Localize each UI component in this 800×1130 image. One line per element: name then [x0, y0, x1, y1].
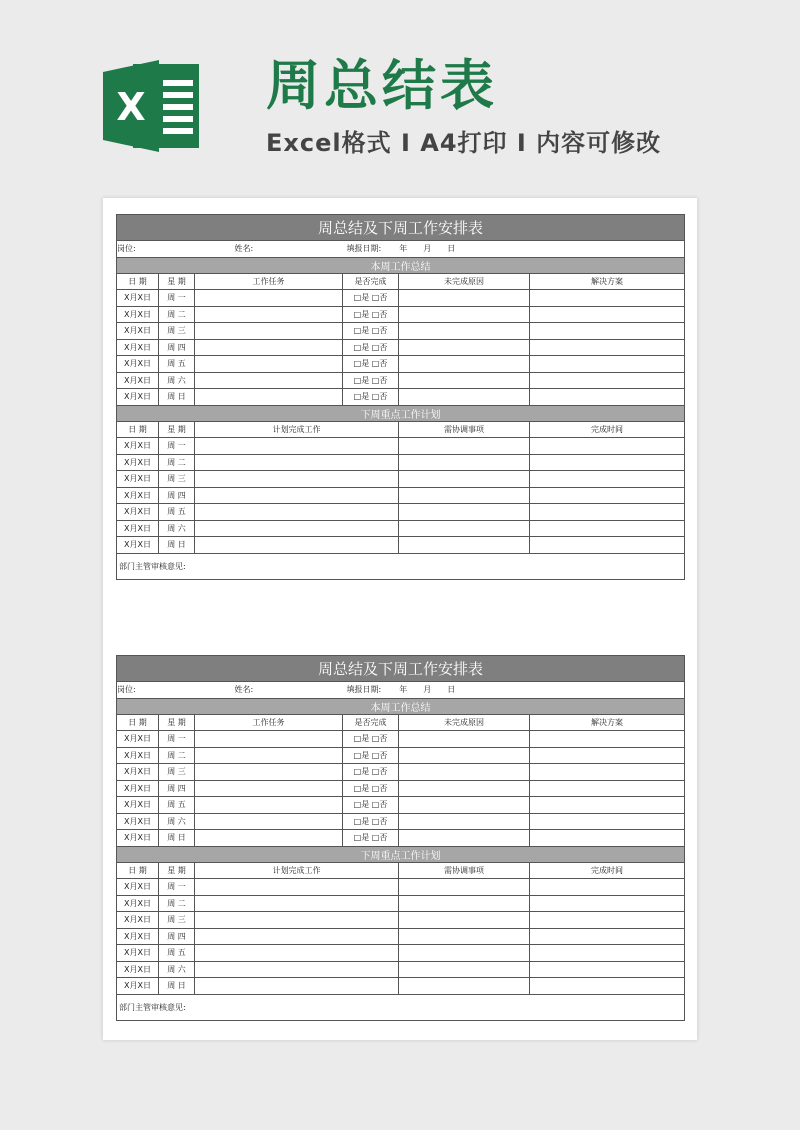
solution-cell[interactable] [530, 290, 685, 307]
column-header: 需协调事项 [399, 862, 530, 879]
solution-cell[interactable] [530, 323, 685, 340]
reason-cell[interactable] [399, 813, 530, 830]
weekday-cell: 周 五 [159, 504, 195, 521]
task-cell[interactable] [195, 780, 343, 797]
column-header: 日 期 [117, 862, 159, 879]
coordination-cell[interactable] [399, 961, 530, 978]
table-row [117, 879, 685, 896]
plan-cell[interactable] [195, 961, 399, 978]
reason-cell[interactable] [399, 356, 530, 373]
weekday-cell: 周 一 [159, 731, 195, 748]
table-row [117, 537, 685, 554]
weekday-cell: 周 三 [159, 764, 195, 781]
weekday-cell: 周 日 [159, 537, 195, 554]
date-cell[interactable]: X月X日 [117, 961, 159, 978]
weekday-cell: 周 四 [159, 928, 195, 945]
position-label: 岗位: [117, 682, 195, 699]
plan-cell[interactable] [195, 520, 399, 537]
paper-sheet [103, 198, 697, 1040]
finish-time-cell[interactable] [530, 879, 685, 896]
solution-cell[interactable] [530, 764, 685, 781]
done-checkbox-cell[interactable]: □是 □否 [343, 323, 399, 340]
name-label: 姓名: [195, 682, 343, 699]
date-cell[interactable]: X月X日 [117, 323, 159, 340]
date-cell[interactable]: X月X日 [117, 945, 159, 962]
date-cell[interactable]: X月X日 [117, 339, 159, 356]
review-cell[interactable]: 部门主管审核意见: [117, 553, 685, 579]
finish-time-cell[interactable] [530, 978, 685, 995]
date-cell[interactable]: X月X日 [117, 306, 159, 323]
task-cell[interactable] [195, 306, 343, 323]
reason-cell[interactable] [399, 372, 530, 389]
form-sheet [116, 214, 684, 580]
finish-time-cell[interactable] [530, 504, 685, 521]
coordination-cell[interactable] [399, 471, 530, 488]
coordination-cell[interactable] [399, 537, 530, 554]
coordination-cell[interactable] [399, 895, 530, 912]
coordination-cell[interactable] [399, 504, 530, 521]
weekday-cell: 周 一 [159, 879, 195, 896]
weekday-cell: 周 五 [159, 945, 195, 962]
date-cell[interactable]: X月X日 [117, 372, 159, 389]
date-cell[interactable]: X月X日 [117, 389, 159, 406]
section-this-week: 本周工作总结 [117, 257, 685, 273]
coordination-cell[interactable] [399, 454, 530, 471]
table-row [117, 487, 685, 504]
finish-time-cell[interactable] [530, 895, 685, 912]
table-row [117, 928, 685, 945]
weekday-cell: 周 六 [159, 961, 195, 978]
plan-cell[interactable] [195, 912, 399, 929]
solution-cell[interactable] [530, 306, 685, 323]
date-cell[interactable]: X月X日 [117, 487, 159, 504]
date-cell[interactable]: X月X日 [117, 356, 159, 373]
finish-time-cell[interactable] [530, 471, 685, 488]
weekday-cell: 周 二 [159, 454, 195, 471]
column-header: 日 期 [117, 421, 159, 438]
date-label: 填报日期: 年 月 日 [343, 241, 685, 258]
weekday-cell: 周 四 [159, 339, 195, 356]
weekday-cell: 周 三 [159, 912, 195, 929]
date-cell[interactable]: X月X日 [117, 537, 159, 554]
solution-cell[interactable] [530, 389, 685, 406]
date-cell[interactable]: X月X日 [117, 912, 159, 929]
plan-cell[interactable] [195, 879, 399, 896]
solution-cell[interactable] [530, 372, 685, 389]
done-checkbox-cell[interactable]: □是 □否 [343, 830, 399, 847]
task-cell[interactable] [195, 323, 343, 340]
done-checkbox-cell[interactable]: □是 □否 [343, 764, 399, 781]
date-cell[interactable]: X月X日 [117, 290, 159, 307]
finish-time-cell[interactable] [530, 961, 685, 978]
done-checkbox-cell[interactable]: □是 □否 [343, 747, 399, 764]
column-header: 需协调事项 [399, 421, 530, 438]
solution-cell[interactable] [530, 747, 685, 764]
finish-time-cell[interactable] [530, 438, 685, 455]
finish-time-cell[interactable] [530, 520, 685, 537]
column-header: 星 期 [159, 273, 195, 290]
plan-cell[interactable] [195, 978, 399, 995]
weekday-cell: 周 二 [159, 306, 195, 323]
table-row [117, 339, 685, 356]
done-checkbox-cell[interactable]: □是 □否 [343, 780, 399, 797]
reason-cell[interactable] [399, 830, 530, 847]
date-cell[interactable]: X月X日 [117, 895, 159, 912]
done-checkbox-cell[interactable]: □是 □否 [343, 339, 399, 356]
weekday-cell: 周 二 [159, 747, 195, 764]
section-this-week: 本周工作总结 [117, 698, 685, 714]
coordination-cell[interactable] [399, 879, 530, 896]
logo-letter: X [116, 85, 146, 129]
finish-time-cell[interactable] [530, 537, 685, 554]
table-row [117, 945, 685, 962]
weekday-cell: 周 一 [159, 290, 195, 307]
page-subtitle: Excel格式 I A4打印 I 内容可修改 [266, 129, 662, 157]
table-row [117, 961, 685, 978]
date-cell[interactable]: X月X日 [117, 454, 159, 471]
column-header: 日 期 [117, 714, 159, 731]
plan-cell[interactable] [195, 487, 399, 504]
coordination-cell[interactable] [399, 978, 530, 995]
column-header: 解决方案 [530, 714, 685, 731]
coordination-cell[interactable] [399, 520, 530, 537]
column-header: 星 期 [159, 714, 195, 731]
reason-cell[interactable] [399, 306, 530, 323]
reason-cell[interactable] [399, 797, 530, 814]
done-checkbox-cell[interactable]: □是 □否 [343, 731, 399, 748]
column-header: 工作任务 [195, 273, 343, 290]
table-row [117, 895, 685, 912]
table-row [117, 323, 685, 340]
weekday-cell: 周 六 [159, 372, 195, 389]
review-cell[interactable]: 部门主管审核意见: [117, 994, 685, 1020]
reason-cell[interactable] [399, 747, 530, 764]
table-row [117, 356, 685, 373]
done-checkbox-cell[interactable]: □是 □否 [343, 797, 399, 814]
table-row [117, 290, 685, 307]
task-cell[interactable] [195, 356, 343, 373]
weekday-cell: 周 六 [159, 813, 195, 830]
coordination-cell[interactable] [399, 438, 530, 455]
weekday-cell: 周 三 [159, 323, 195, 340]
table-row [117, 471, 685, 488]
solution-cell[interactable] [530, 356, 685, 373]
date-cell[interactable]: X月X日 [117, 830, 159, 847]
section-next-week: 下周重点工作计划 [117, 846, 685, 862]
weekday-cell: 周 日 [159, 830, 195, 847]
plan-cell[interactable] [195, 438, 399, 455]
column-header: 工作任务 [195, 714, 343, 731]
task-cell[interactable] [195, 813, 343, 830]
table-header-row [117, 714, 685, 731]
form-table [116, 655, 685, 1021]
reason-cell[interactable] [399, 389, 530, 406]
reason-cell[interactable] [399, 764, 530, 781]
date-label: 填报日期: 年 月 日 [343, 682, 685, 699]
date-cell[interactable]: X月X日 [117, 978, 159, 995]
column-header: 完成时间 [530, 862, 685, 879]
done-checkbox-cell[interactable]: □是 □否 [343, 290, 399, 307]
coordination-cell[interactable] [399, 928, 530, 945]
weekday-cell: 周 三 [159, 471, 195, 488]
page-title: 周总结表 [266, 54, 498, 117]
table-row [117, 372, 685, 389]
table-row [117, 813, 685, 830]
form-sheet [116, 655, 684, 1021]
plan-cell[interactable] [195, 454, 399, 471]
column-header: 完成时间 [530, 421, 685, 438]
column-header: 星 期 [159, 421, 195, 438]
finish-time-cell[interactable] [530, 487, 685, 504]
form-caption: 周总结及下周工作安排表 [117, 656, 685, 682]
done-checkbox-cell[interactable]: □是 □否 [343, 372, 399, 389]
reason-cell[interactable] [399, 290, 530, 307]
table-row [117, 797, 685, 814]
weekday-cell: 周 五 [159, 356, 195, 373]
table-header-row [117, 862, 685, 879]
date-cell[interactable]: X月X日 [117, 520, 159, 537]
date-cell[interactable]: X月X日 [117, 438, 159, 455]
plan-cell[interactable] [195, 471, 399, 488]
column-header: 星 期 [159, 862, 195, 879]
solution-cell[interactable] [530, 797, 685, 814]
table-row [117, 978, 685, 995]
date-cell[interactable]: X月X日 [117, 879, 159, 896]
weekday-cell: 周 六 [159, 520, 195, 537]
solution-cell[interactable] [530, 813, 685, 830]
table-row [117, 520, 685, 537]
weekday-cell: 周 五 [159, 797, 195, 814]
weekday-cell: 周 四 [159, 487, 195, 504]
weekday-cell: 周 一 [159, 438, 195, 455]
date-cell[interactable]: X月X日 [117, 780, 159, 797]
done-checkbox-cell[interactable]: □是 □否 [343, 813, 399, 830]
table-row [117, 438, 685, 455]
column-header: 计划完成工作 [195, 862, 399, 879]
task-cell[interactable] [195, 389, 343, 406]
name-label: 姓名: [195, 241, 343, 258]
coordination-cell[interactable] [399, 487, 530, 504]
table-row [117, 830, 685, 847]
done-checkbox-cell[interactable]: □是 □否 [343, 389, 399, 406]
finish-time-cell[interactable] [530, 945, 685, 962]
solution-cell[interactable] [530, 830, 685, 847]
column-header: 是否完成 [343, 714, 399, 731]
table-row [117, 780, 685, 797]
reason-cell[interactable] [399, 780, 530, 797]
date-cell[interactable]: X月X日 [117, 747, 159, 764]
date-cell[interactable]: X月X日 [117, 764, 159, 781]
weekday-cell: 周 二 [159, 895, 195, 912]
solution-cell[interactable] [530, 780, 685, 797]
weekday-cell: 周 日 [159, 978, 195, 995]
column-header: 未完成原因 [399, 273, 530, 290]
table-row [117, 764, 685, 781]
column-header: 是否完成 [343, 273, 399, 290]
column-header: 计划完成工作 [195, 421, 399, 438]
done-checkbox-cell[interactable]: □是 □否 [343, 356, 399, 373]
section-next-week: 下周重点工作计划 [117, 405, 685, 421]
banner [0, 0, 800, 200]
table-row [117, 747, 685, 764]
table-row [117, 454, 685, 471]
task-cell[interactable] [195, 797, 343, 814]
form-caption: 周总结及下周工作安排表 [117, 215, 685, 241]
plan-cell[interactable] [195, 504, 399, 521]
table-row [117, 306, 685, 323]
date-cell[interactable]: X月X日 [117, 928, 159, 945]
excel-icon [103, 58, 201, 154]
coordination-cell[interactable] [399, 945, 530, 962]
finish-time-cell[interactable] [530, 928, 685, 945]
table-row [117, 731, 685, 748]
solution-cell[interactable] [530, 731, 685, 748]
plan-cell[interactable] [195, 945, 399, 962]
date-cell[interactable]: X月X日 [117, 813, 159, 830]
position-label: 岗位: [117, 241, 195, 258]
date-cell[interactable]: X月X日 [117, 797, 159, 814]
finish-time-cell[interactable] [530, 912, 685, 929]
solution-cell[interactable] [530, 339, 685, 356]
weekday-cell: 周 四 [159, 780, 195, 797]
table-header-row [117, 273, 685, 290]
table-row [117, 912, 685, 929]
done-checkbox-cell[interactable]: □是 □否 [343, 306, 399, 323]
form-table [116, 214, 685, 580]
task-cell[interactable] [195, 731, 343, 748]
reason-cell[interactable] [399, 339, 530, 356]
reason-cell[interactable] [399, 731, 530, 748]
column-header: 未完成原因 [399, 714, 530, 731]
task-cell[interactable] [195, 339, 343, 356]
task-cell[interactable] [195, 764, 343, 781]
date-cell[interactable]: X月X日 [117, 471, 159, 488]
plan-cell[interactable] [195, 537, 399, 554]
weekday-cell: 周 日 [159, 389, 195, 406]
column-header: 解决方案 [530, 273, 685, 290]
table-row [117, 504, 685, 521]
task-cell[interactable] [195, 372, 343, 389]
date-cell[interactable]: X月X日 [117, 504, 159, 521]
task-cell[interactable] [195, 747, 343, 764]
date-cell[interactable]: X月X日 [117, 731, 159, 748]
plan-cell[interactable] [195, 928, 399, 945]
finish-time-cell[interactable] [530, 454, 685, 471]
reason-cell[interactable] [399, 323, 530, 340]
plan-cell[interactable] [195, 895, 399, 912]
task-cell[interactable] [195, 830, 343, 847]
task-cell[interactable] [195, 290, 343, 307]
coordination-cell[interactable] [399, 912, 530, 929]
table-header-row [117, 421, 685, 438]
table-row [117, 389, 685, 406]
column-header: 日 期 [117, 273, 159, 290]
